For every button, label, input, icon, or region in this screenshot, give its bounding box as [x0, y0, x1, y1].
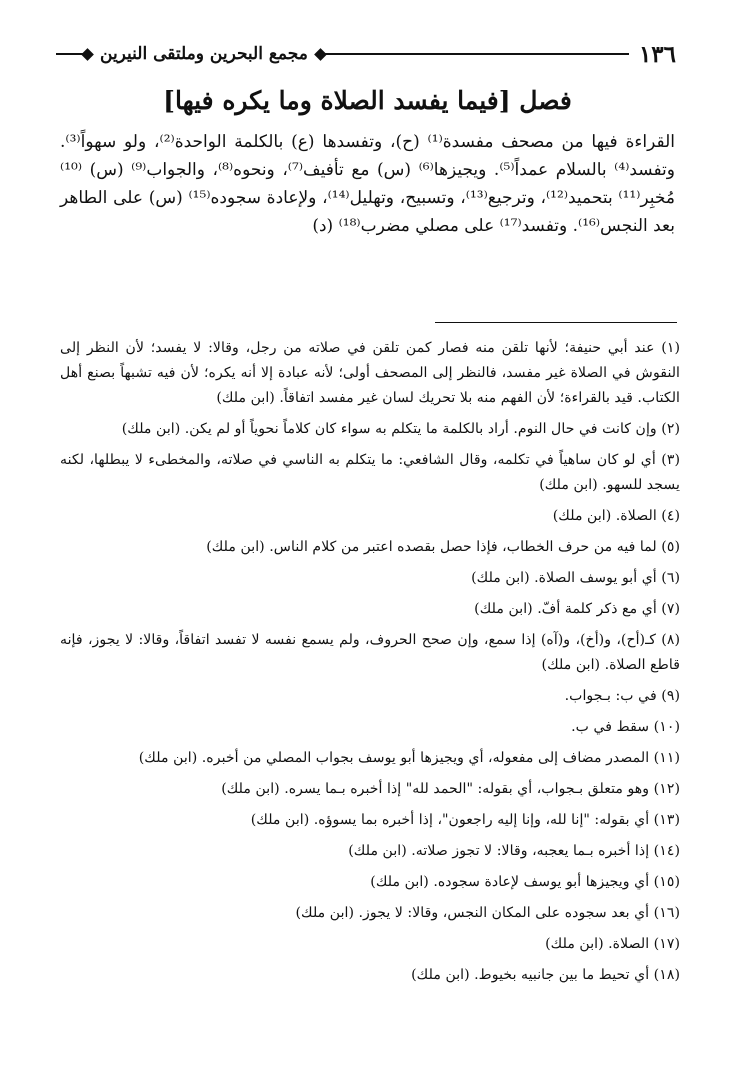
- footnote: [60, 628, 680, 678]
- footnote-text: عند أبي حنيفة؛ لأنها تلقن منه فصار كمن تلقن في صلاته من رجل، وقالا: لا يفسد؛ لأن النظر إلى النقوش في الصلاة غير مفسد، فالنظر إلى المصحف أولى؛ لأنه عبادة إلا أنه يكره؛ لأن فيه تشبهاً بصنع أهل الكتاب. قيد بالقراءة؛ لأن الفهم منه بلا تحريك لسان غير مفسد اتفاقاً. (ابن ملك): [60, 340, 680, 406]
- footnote-text: إذا أخبره بـما يعجبه، وقالا: لا تجوز صلاته. (ابن ملك): [348, 843, 650, 859]
- footnote: [60, 535, 680, 560]
- footnote-text: الصلاة. (ابن ملك): [545, 936, 650, 952]
- footnote-number: (١٦): [653, 905, 680, 921]
- footnote-text: أي تحيط ما بين جانبيه بخيوط. (ابن ملك): [411, 967, 650, 983]
- footnote-text: المصدر مضاف إلى مفعوله، أي ويجيزها أبو يوسف بجواب المصلي من أخبره. (ابن ملك): [138, 750, 650, 766]
- main-paragraph: القراءة فيها من مصحف مفسدة⁽¹⁾ (ح)، وتفسدها (ع) بالكلمة الواحدة⁽²⁾، ولو سهواً⁽³⁾. وتفسد⁽⁴⁾ بالسلام عمداً⁽⁵⁾. ويجيزها⁽⁶⁾ (س) مع تأفيف⁽⁷⁾، ونحوه⁽⁸⁾، والجواب⁽⁹⁾ (س) ⁽¹⁰⁾ مُخبِر⁽¹¹⁾ بتحميد⁽¹²⁾، وترجيع⁽¹³⁾، وتسبيح، وتهليل⁽¹⁴⁾، ولإعادة سجوده⁽¹⁵⁾ (س) على الطاهر بعد النجس⁽¹⁶⁾. وتفسد⁽¹⁷⁾ على مصلي مضرب⁽¹⁸⁾ (د): [60, 132, 676, 236]
- footnote-number: (١١): [653, 750, 680, 766]
- footnote-number: (١): [661, 340, 680, 356]
- footnote-number: (١٠): [653, 719, 680, 735]
- footnote-separator: [435, 322, 677, 323]
- footnote-number: (١٥): [653, 874, 680, 890]
- footnote-number: (٨): [661, 632, 681, 648]
- footnote: [60, 566, 680, 591]
- footnote: [60, 715, 680, 740]
- footnote: [60, 777, 680, 802]
- footnote: [60, 746, 680, 771]
- footnote: [60, 932, 680, 957]
- footnote: [60, 417, 680, 442]
- footnote: [60, 597, 680, 622]
- header-rule-right: [316, 50, 629, 59]
- footnote-text: أي مع ذكر كلمة أفّ. (ابن ملك): [474, 601, 657, 617]
- page-number: ١٣٦: [638, 40, 676, 68]
- footnote-number: (٧): [661, 601, 680, 617]
- diamond-ornament-icon: [314, 48, 327, 61]
- footnote-number: (٤): [661, 508, 680, 524]
- main-text: [60, 128, 675, 240]
- footnote-text: لما فيه من حرف الخطاب، فإذا حصل بقصده اعتبر من كلام الناس. (ابن ملك): [206, 539, 657, 555]
- footnote-text: أي بقوله: "إنا لله، وإنا إليه راجعون"، إذا أخبره بما يسوؤه. (ابن ملك): [250, 812, 650, 828]
- diamond-ornament-icon: [81, 48, 94, 61]
- header-rule-line: [325, 53, 629, 55]
- footnote-text: في ب: بـجواب.: [564, 688, 657, 704]
- footnote-text: الصلاة. (ابن ملك): [552, 508, 657, 524]
- footnote-number: (١٣): [653, 812, 680, 828]
- header-rule-line: [56, 53, 83, 55]
- footnote-text: كـ(أح)، و(أخ)، و(آه) إذا سمع، وإن صحح الحروف، ولم يسمع نفسه لا تفسد اتفاقاً، وقالا: لا يجوز، فإنه قاطع الصلاة. (ابن ملك): [60, 632, 680, 673]
- footnote-text: أي بعد سجوده على المكان النجس، وقالا: لا يجوز. (ابن ملك): [295, 905, 650, 921]
- footnote: [60, 901, 680, 926]
- footnote-number: (١٨): [653, 967, 680, 983]
- section-title: فصل [فيما يفسد الصلاة وما يكره فيها]: [163, 86, 572, 115]
- footnote-number: (١٤): [653, 843, 680, 859]
- book-title: مجمع البحرين وملتقى النيرين: [100, 44, 308, 64]
- footnote: [60, 839, 680, 864]
- footnote-text: أي لو كان ساهياً في تكلمه، وقال الشافعي: ما يتكلم به الناسي في صلاته، والمخطىء لا يبطلها، لكنه يسجد للسهو. (ابن ملك): [60, 452, 680, 493]
- footnote-number: (٩): [661, 688, 680, 704]
- page-header: [56, 38, 676, 70]
- footnote-number: (٣): [661, 452, 680, 468]
- footnote: [60, 336, 680, 411]
- footnote-number: (٦): [661, 570, 680, 586]
- footnote: [60, 808, 680, 833]
- footnote-number: (٢): [661, 421, 680, 437]
- footnote-text: وإن كانت في حال النوم. أراد بالكلمة ما يتكلم به سواء كان كلاماً نحوياً أو لم يكن. (ابن ملك): [121, 421, 657, 437]
- footnote: [60, 448, 680, 498]
- footnote: [60, 870, 680, 895]
- header-rule-left: [56, 50, 92, 59]
- footnote-text: سقط في ب.: [571, 719, 650, 735]
- footnote: [60, 684, 680, 709]
- footnote-number: (٥): [661, 539, 680, 555]
- footnote-text: أي ويجيزها أبو يوسف لإعادة سجوده. (ابن ملك): [370, 874, 650, 890]
- footnote: [60, 963, 680, 988]
- footnote: [60, 504, 680, 529]
- footnote-text: وهو متعلق بـجواب، أي بقوله: "الحمد لله" إذا أخبره بـما يسره. (ابن ملك): [221, 781, 650, 797]
- footnote-text: أي أبو يوسف الصلاة. (ابن ملك): [471, 570, 657, 586]
- footnote-number: (١٧): [653, 936, 680, 952]
- footnote-number: (١٢): [653, 781, 680, 797]
- footnotes-list: [60, 336, 680, 994]
